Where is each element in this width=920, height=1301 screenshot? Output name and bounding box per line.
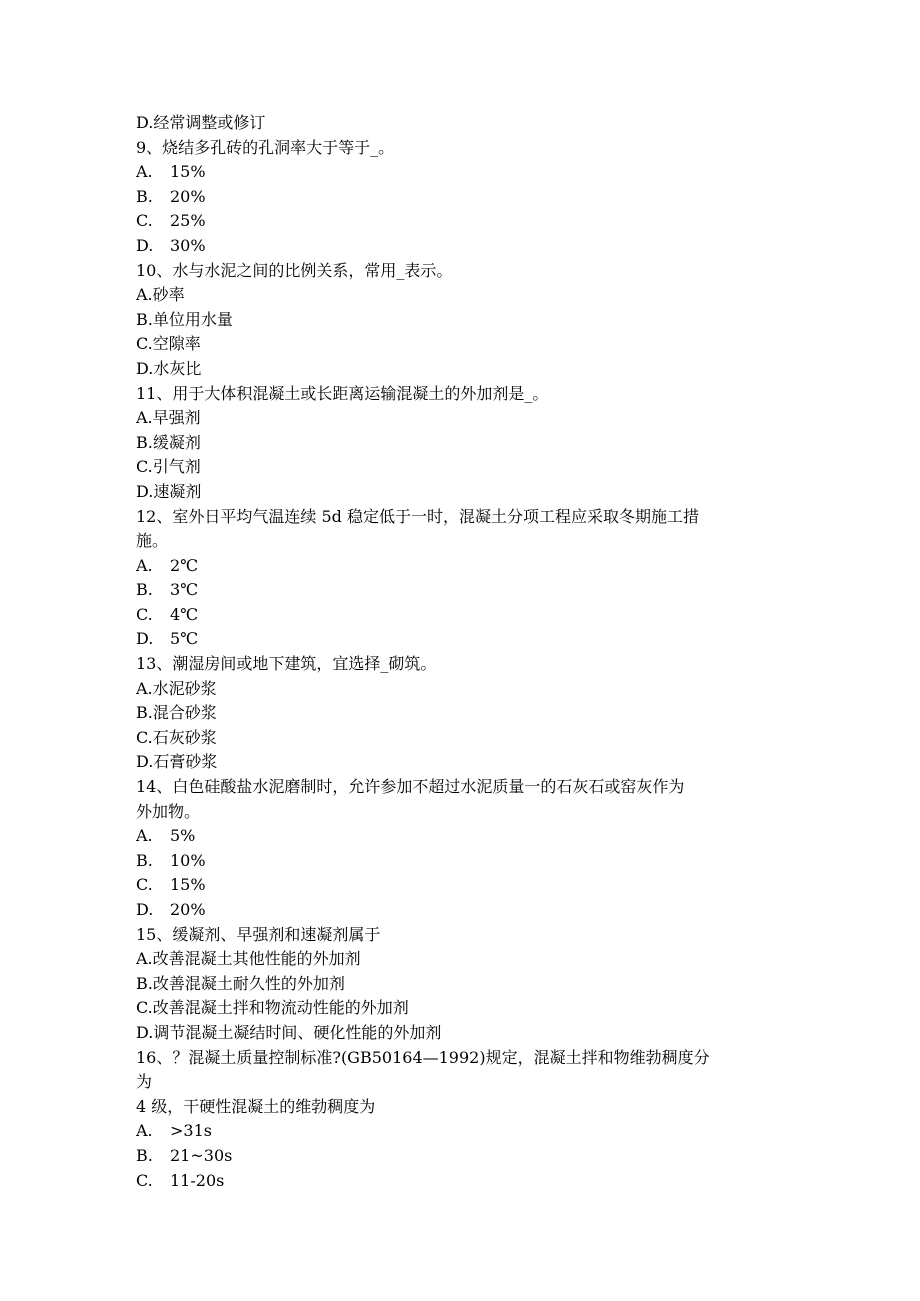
option-text: 21~30s [170,1145,233,1165]
option-text: 25% [170,211,206,231]
option-line [136,554,786,579]
text-line: B.混合砂浆 [136,703,217,723]
option-line [136,578,786,603]
option-label: A. [136,555,153,575]
text-line: 10、水与水泥之间的比例关系，常用_表示。 [136,260,453,280]
option-label: B. [136,850,153,870]
option-line [136,627,786,652]
option-line [136,1169,786,1194]
option-label: D. [136,235,154,255]
text-line: 14、白色硅酸盐水泥磨制时，允许参加不超过水泥质量一的石灰石或窑灰作为 [136,777,685,797]
option-text: 20% [170,900,206,919]
text-line: 11、用于大体积混凝土或长距离运输混凝土的外加剂是_。 [136,383,549,403]
document-page [136,111,786,1193]
option-label: D. [136,629,154,649]
option-line [136,1144,786,1169]
option-label: A. [136,1121,153,1141]
option-label: B. [136,186,153,206]
text-line: 15、缓凝剂、早强剂和速凝剂属于 [136,924,381,944]
text-line: 13、潮湿房间或地下建筑，宜选择_砌筑。 [136,654,437,674]
text-line: 施。 [136,531,169,551]
text-line: 4 级，干硬性混凝土的维勃稠度为 [136,1096,376,1116]
text-line: D.水灰比 [136,358,202,378]
option-text: 20% [170,186,206,206]
option-label: B. [136,580,153,600]
text-line: A.水泥砂浆 [136,678,217,698]
text-line: D.速凝剂 [136,481,202,501]
option-line [136,824,786,849]
text-line: 为 [136,1072,153,1092]
option-text: 2℃ [170,555,199,575]
option-text: 11-20s [170,1170,225,1190]
option-line [136,1119,786,1144]
text-line: B.改善混凝土耐久性的外加剂 [136,973,345,993]
text-line: A.早强剂 [136,408,201,428]
text-line: D.经常调整或修订 [136,113,266,132]
text-line: 外加物。 [136,801,201,821]
text-line: D.调节混凝土凝结时间、硬化性能的外加剂 [136,1022,442,1042]
option-text: 4℃ [170,604,199,624]
option-label: C. [136,875,153,895]
option-label: A. [136,162,153,182]
option-label: C. [136,211,153,231]
option-text: 5% [170,826,196,846]
option-line [136,209,786,234]
option-line [136,234,786,259]
option-line [136,603,786,628]
option-line [136,160,786,185]
text-line: A.改善混凝土其他性能的外加剂 [136,949,361,969]
option-text: 15% [170,875,206,895]
option-label: C. [136,604,153,624]
option-text: >31s [170,1121,212,1141]
text-line: B.单位用水量 [136,309,233,329]
option-label: C. [136,1170,153,1190]
text-line: C.石灰砂浆 [136,727,217,747]
option-label: B. [136,1145,153,1165]
text-line: 16、？混凝土质量控制标准?(GB50164—1992)规定，混凝土拌和物维勃稠度分 [136,1047,710,1067]
text-line: A.砂率 [136,285,185,305]
option-line [136,873,786,898]
option-label: A. [136,826,153,846]
text-line: C.改善混凝土拌和物流动性能的外加剂 [136,998,409,1018]
text-line: D.石膏砂浆 [136,752,218,772]
option-label: D. [136,900,154,919]
option-text: 10% [170,850,206,870]
text-line: 9、烧结多孔砖的孔洞率大于等于_。 [136,137,395,157]
option-text: 30% [170,235,206,255]
text-line: C.引气剂 [136,457,201,477]
option-line [136,849,786,874]
option-line [136,898,786,923]
option-text: 3℃ [170,580,199,600]
text-line: C.空隙率 [136,334,201,354]
text-line: B.缓凝剂 [136,432,201,452]
text-line: 12、室外日平均气温连续 5d 稳定低于一时，混凝土分项工程应采取冬期施工措 [136,506,699,526]
option-text: 15% [170,162,206,182]
option-text: 5℃ [170,629,199,649]
option-line [136,185,786,210]
